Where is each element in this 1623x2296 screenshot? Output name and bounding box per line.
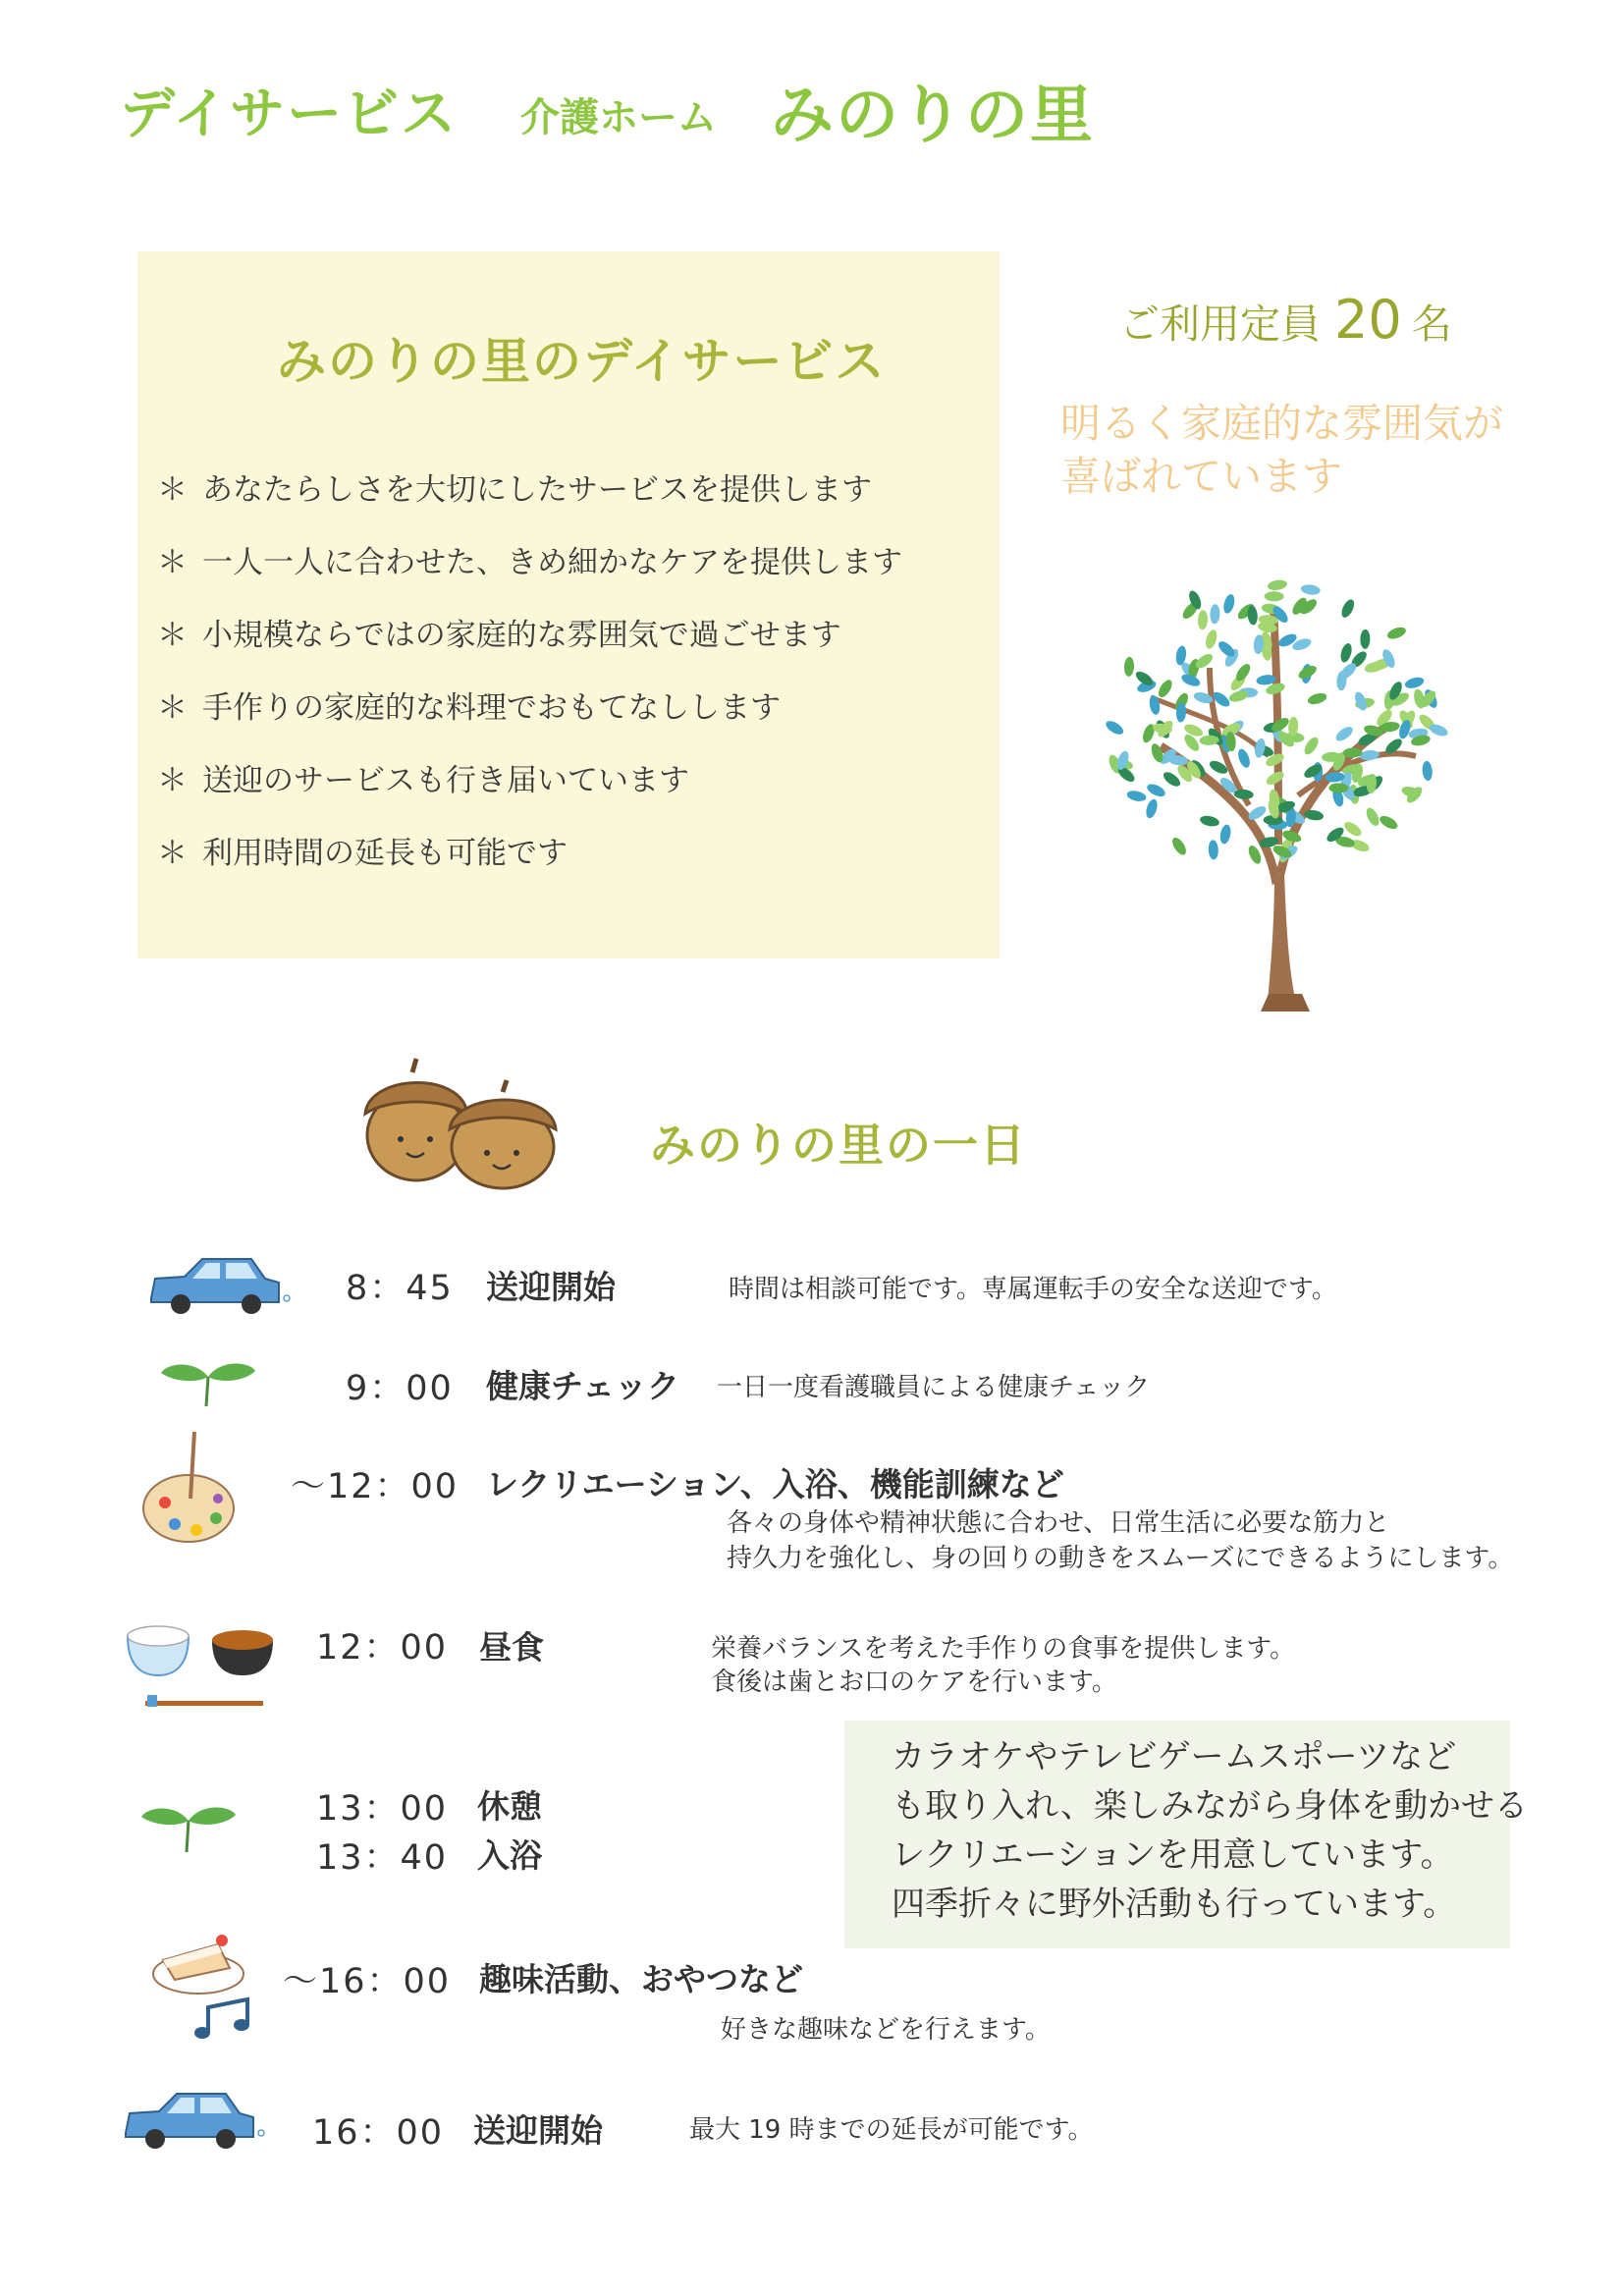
tree-leaf <box>1218 824 1232 846</box>
schedule-time: 12：00 <box>316 1628 449 1667</box>
bullet-mark: ＊ <box>157 690 188 726</box>
schedule-activity: 送迎開始 <box>473 2111 603 2150</box>
schedule-activity: 趣味活動、おやつなど <box>479 1960 803 1998</box>
tree-leaf <box>1404 676 1426 690</box>
tree-leaf <box>1378 813 1399 831</box>
feature-item <box>157 817 902 890</box>
schedule-time: 16：00 <box>312 2113 445 2153</box>
tree-leaf <box>1104 718 1125 737</box>
tree-leaf <box>1265 591 1284 601</box>
recreation-line: カラオケやテレビゲームスポーツなど <box>892 1737 1457 1777</box>
capacity-number: 20 <box>1334 289 1402 351</box>
car-icon <box>120 2086 267 2155</box>
tree-leaf <box>1302 735 1321 756</box>
capacity-unit: 名 <box>1411 301 1452 348</box>
tree-leaf <box>1144 797 1159 819</box>
capacity-label: ご利用定員 <box>1119 301 1321 348</box>
schedule-desc: 各々の身体や精神状態に合わせ、日常生活に必要な筋力と <box>727 1508 1390 1538</box>
day-title: みのりの里の一日 <box>650 1119 1027 1172</box>
schedule-time: 9：00 <box>346 1369 454 1408</box>
schedule-desc: 持久力を強化し、身の回りの動きをスムーズにできるようにします。 <box>727 1544 1514 1573</box>
cake-music-icon <box>149 1925 271 2043</box>
tree-leaf <box>1333 724 1355 743</box>
tree-leaf <box>1300 583 1321 596</box>
tree-leaf <box>1342 819 1364 839</box>
header-service-label: デイサービス <box>120 82 459 146</box>
recreation-line: レクリエーションを用意しています。 <box>892 1835 1454 1875</box>
atmosphere-line: 喜ばれています <box>1060 453 1342 500</box>
schedule-desc: 時間は相談可能です。専属運転手の安全な送迎です。 <box>729 1275 1337 1304</box>
recreation-line: も取り入れ、楽しみながら身体を動かせる <box>892 1786 1529 1826</box>
tree-leaf <box>1267 578 1287 591</box>
schedule-desc: 一日一度看護職員による健康チェック <box>717 1373 1151 1402</box>
feature-item-text: 小規模ならではの家庭的な雰囲気で過ごせます <box>202 618 841 653</box>
tree-leaf <box>1204 629 1218 650</box>
tree-leaf <box>1156 678 1174 699</box>
tree-leaf <box>1197 610 1208 629</box>
feature-item <box>157 454 902 526</box>
schedule-time: 13：00 <box>316 1789 449 1829</box>
tree-leaf <box>1360 629 1370 649</box>
schedule-activity: 入浴 <box>477 1836 542 1875</box>
tree-leaf <box>1233 789 1254 799</box>
feature-item-text: 送迎のサービスも行き届いています <box>202 763 689 798</box>
atmosphere-line: 明るく家庭的な雰囲気が <box>1060 400 1503 447</box>
sprout-icon <box>139 1793 238 1852</box>
schedule-time: 13：40 <box>316 1838 449 1878</box>
schedule-time: ～16：00 <box>283 1962 452 2001</box>
tree-leaf <box>1343 747 1363 757</box>
bullet-mark: ＊ <box>157 763 188 798</box>
tree-leaf <box>1210 604 1220 624</box>
schedule-desc: 栄養バランスを考えた手作りの食事を提供します。 <box>711 1634 1296 1664</box>
tree-leaf <box>1199 814 1220 828</box>
tree-leaf <box>1221 593 1236 615</box>
bullet-mark: ＊ <box>157 618 188 653</box>
feature-item <box>157 599 902 672</box>
sprout-icon <box>159 1349 257 1408</box>
schedule-activity: 休憩 <box>477 1787 542 1826</box>
tree-leaf <box>1339 597 1357 619</box>
tree-leaf <box>1385 625 1407 641</box>
bullet-mark: ＊ <box>157 545 188 580</box>
tree-leaf <box>1148 694 1161 715</box>
tree-leaf <box>1126 790 1148 803</box>
recreation-line: 四季折々に野外活動も行っています。 <box>892 1885 1457 1924</box>
feature-item <box>157 672 902 744</box>
schedule-activity: 健康チェック <box>486 1367 680 1405</box>
tree-leaf <box>1123 657 1134 677</box>
tree-leaf <box>1364 806 1381 828</box>
tree-leaf <box>1422 761 1434 782</box>
facility-name: みのりの里 <box>771 80 1095 152</box>
capacity <box>1119 289 1452 351</box>
schedule-time: ～12：00 <box>291 1467 460 1506</box>
tree-leaf <box>1169 836 1188 857</box>
header-home-label: 介護ホーム <box>520 95 717 140</box>
bullet-mark: ＊ <box>157 836 188 871</box>
paint-palette-icon <box>139 1430 238 1548</box>
atmosphere-text <box>1060 397 1503 503</box>
schedule-desc: 食後は歯とお口のケアを行います。 <box>711 1667 1117 1697</box>
tree-leaf <box>1307 691 1328 706</box>
feature-item-text: あなたらしさを大切にしたサービスを提供します <box>202 472 872 508</box>
schedule-activity: 送迎開始 <box>486 1268 616 1306</box>
schedule-activity: レクリエーション、入浴、機能訓練など <box>486 1465 1064 1503</box>
tree-leaf <box>1208 840 1218 859</box>
feature-item <box>157 744 902 817</box>
feature-title: みのりの里のデイサービス <box>277 333 887 390</box>
acorn-characters-illustration <box>346 1053 566 1190</box>
feature-item-text: 利用時間の延長も可能です <box>202 836 568 871</box>
schedule-activity: 昼食 <box>479 1628 544 1667</box>
schedule-desc: 好きな趣味などを行えます。 <box>721 2015 1051 2045</box>
tree-illustration <box>1092 550 1455 1011</box>
bullet-mark: ＊ <box>157 472 188 508</box>
car-icon <box>145 1251 293 1320</box>
tree-leaf <box>1145 782 1166 799</box>
tree-leaf <box>1236 747 1253 769</box>
recreation-text <box>892 1732 1528 1929</box>
schedule-time: 8：45 <box>346 1269 454 1308</box>
feature-item <box>157 526 902 599</box>
schedule-desc: 最大 19 時までの延長が可能です。 <box>689 2115 1094 2145</box>
tree-leaf <box>1339 642 1354 664</box>
feature-list <box>157 454 902 890</box>
meal-icon <box>124 1616 281 1715</box>
feature-item-text: 手作りの家庭的な料理でおもてなしします <box>202 690 781 726</box>
feature-item-text: 一人一人に合わせた、きめ細かなケアを提供します <box>202 545 902 580</box>
